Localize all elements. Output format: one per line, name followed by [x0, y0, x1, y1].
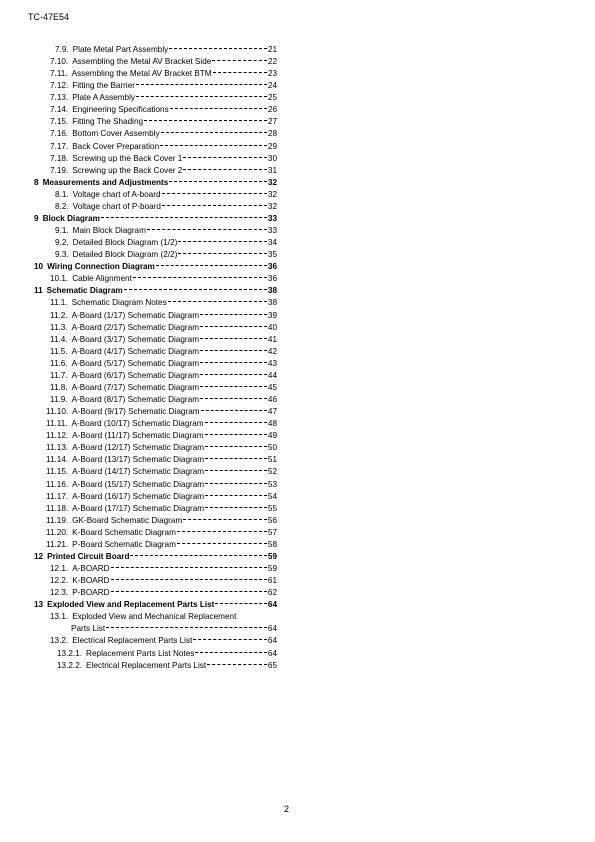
- toc-dot-leader: [147, 229, 267, 230]
- toc-entry-title: A-Board (13/17) Schematic Diagram: [72, 455, 205, 465]
- toc-entry[interactable]: [55, 249, 277, 261]
- toc-entry[interactable]: [46, 466, 277, 478]
- toc-entry-title: Wiring Connection Diagram: [47, 262, 155, 272]
- toc-entry[interactable]: [46, 418, 277, 430]
- toc-entry-title: A-Board (2/17) Schematic Diagram: [71, 322, 200, 332]
- toc-entry[interactable]: [34, 261, 277, 273]
- toc-entry[interactable]: [34, 285, 277, 297]
- toc-entry-number: 11.4.: [50, 334, 68, 344]
- toc-dot-leader: [200, 314, 267, 315]
- toc-entry-page: 41: [267, 334, 277, 344]
- toc-dot-leader: [205, 434, 267, 435]
- toc-entry-number: 11.12.: [46, 431, 69, 441]
- toc-entry-number: 7.19.: [50, 165, 69, 175]
- toc-entry-page: 56: [267, 515, 277, 525]
- toc-dot-leader: [200, 386, 267, 387]
- toc-dot-leader: [156, 265, 267, 266]
- toc-entry-title: A-Board (3/17) Schematic Diagram: [71, 334, 200, 344]
- toc-entry-number: 9: [34, 213, 39, 223]
- toc-dot-leader: [177, 543, 267, 544]
- toc-entry-page: 64: [267, 624, 277, 634]
- toc-entry-number: 7.16.: [50, 129, 69, 139]
- toc-entry-title: A-Board (8/17) Schematic Diagram: [71, 395, 200, 405]
- toc-entry-title: Bottom Cover Assembly: [72, 129, 160, 139]
- toc-entry-number: 11.18.: [46, 503, 69, 513]
- toc-entry[interactable]: [50, 68, 277, 80]
- toc-entry[interactable]: [46, 503, 277, 515]
- toc-entry[interactable]: [46, 430, 277, 442]
- toc-entry-page: 36: [267, 274, 277, 284]
- toc-entry-title: Main Block Diagram: [72, 226, 146, 236]
- toc-dot-leader: [169, 48, 267, 49]
- toc-entry-number: 10: [34, 262, 44, 272]
- toc-dot-leader: [161, 132, 267, 133]
- toc-entry-page: 50: [267, 443, 277, 453]
- toc-entry-page: 35: [267, 250, 277, 260]
- toc-entry[interactable]: [50, 563, 277, 575]
- toc-entry-title: Fitting the Barrier: [72, 81, 136, 91]
- toc-entry-number: 11.2.: [50, 310, 68, 320]
- toc-entry-page: 21: [267, 45, 277, 54]
- toc-entry[interactable]: [50, 370, 277, 382]
- toc-dot-leader: [170, 108, 267, 109]
- toc-entry[interactable]: [34, 551, 277, 563]
- toc-entry-title: A-Board (6/17) Schematic Diagram: [71, 370, 200, 380]
- toc-entry-title: Exploded View and Replacement Parts List: [47, 600, 215, 610]
- toc-entry-number: 13.2.2.: [57, 660, 83, 670]
- toc-entry-page: 55: [267, 503, 277, 513]
- toc-entry-page: 53: [267, 479, 277, 489]
- toc-entry[interactable]: [50, 128, 277, 140]
- toc-entry[interactable]: [46, 515, 277, 527]
- toc-dot-leader: [213, 72, 267, 73]
- toc-entry-title: Detailed Block Diagram (2/2): [72, 250, 178, 260]
- toc-entry-page: 24: [267, 81, 277, 91]
- toc-entry[interactable]: [34, 213, 277, 225]
- toc-entry-page: 45: [267, 382, 277, 392]
- toc-entry[interactable]: [50, 141, 277, 153]
- toc-entry-number: 11.10.: [46, 407, 69, 417]
- toc-entry-number: 13.2.: [50, 636, 69, 646]
- toc-entry-title: Schematic Diagram Notes: [71, 298, 167, 308]
- toc-entry[interactable]: [57, 648, 277, 660]
- toc-entry-number: 11.9.: [50, 395, 68, 405]
- page-header-model: TC-47E54: [28, 12, 70, 22]
- toc-dot-leader: [212, 60, 267, 61]
- toc-entry-title: Printed Circuit Board: [47, 551, 130, 561]
- toc-entry-number: 8.2.: [55, 201, 69, 211]
- toc-entry-number: 11.17.: [46, 491, 69, 501]
- toc-entry-title: Schematic Diagram: [46, 286, 123, 296]
- toc-entry-number: 9.1.: [55, 226, 69, 236]
- toc-entry-number: 7.10.: [50, 57, 69, 67]
- toc-entry-page: 61: [267, 576, 277, 586]
- toc-entry-number: 12.1.: [50, 564, 69, 573]
- toc-dot-leader: [111, 579, 267, 580]
- toc-entry-number: 11.3.: [50, 322, 68, 332]
- toc-entry[interactable]: [34, 599, 277, 611]
- toc-entry[interactable]: [50, 116, 277, 128]
- toc-entry-title: Fitting The Shading: [72, 117, 144, 127]
- toc-entry-page: 49: [267, 431, 277, 441]
- toc-entry[interactable]: [50, 56, 277, 68]
- toc-dot-leader: [200, 326, 267, 327]
- toc-entry-page: 28: [267, 129, 277, 139]
- toc-entry-title: Replacement Parts List Notes: [86, 648, 195, 658]
- toc-dot-leader: [205, 470, 267, 471]
- toc-entry-number: 7.15.: [50, 117, 69, 127]
- toc-entry-page: 34: [267, 238, 277, 248]
- toc-entry-number: 11: [34, 286, 43, 296]
- toc-dot-leader: [195, 652, 267, 653]
- toc-entry-page: 38: [267, 286, 277, 296]
- toc-entry-title: P-Board Schematic Diagram: [72, 539, 176, 549]
- toc-entry-number: 7.9.: [55, 45, 69, 54]
- toc-entry-page: 30: [267, 153, 277, 163]
- toc-entry-number: 11.16.: [46, 479, 69, 489]
- toc-entry-number: 9.3.: [55, 250, 69, 260]
- toc-dot-leader: [205, 446, 267, 447]
- toc-entry-number: 11.8.: [50, 382, 68, 392]
- toc-entry-number: 13.2.1.: [57, 648, 83, 658]
- toc-dot-leader: [183, 157, 267, 158]
- toc-entry-title: Assembling the Metal AV Bracket BTM: [71, 69, 212, 79]
- toc-entry-page: 48: [267, 419, 277, 429]
- toc-entry-number: 11.1.: [50, 298, 68, 308]
- toc-entry-title: Assembling the Metal AV Bracket Side: [72, 57, 212, 67]
- toc-entry-page: 64: [267, 648, 277, 658]
- toc-entry-page: 39: [267, 310, 277, 320]
- toc-entry[interactable]: [46, 442, 277, 454]
- toc-dot-leader: [144, 120, 267, 121]
- toc-entry-number: 7.12.: [50, 81, 69, 91]
- toc-entry-page: 26: [267, 105, 277, 115]
- toc-entry[interactable]: [50, 153, 277, 165]
- toc-entry-title: A-Board (17/17) Schematic Diagram: [72, 503, 205, 513]
- toc-dot-leader: [168, 301, 267, 302]
- toc-dot-leader: [178, 253, 267, 254]
- toc-entry-number: 9.2.: [55, 238, 69, 248]
- toc-entry-page: 54: [267, 491, 277, 501]
- toc-entry-number: 8.1.: [55, 189, 69, 199]
- toc-dot-leader: [205, 483, 267, 484]
- toc-entry-title: P-BOARD: [72, 588, 110, 598]
- toc-entry-page: 52: [267, 467, 277, 477]
- toc-entry-title: A-Board (15/17) Schematic Diagram: [72, 479, 205, 489]
- toc-entry[interactable]: [46, 406, 277, 418]
- toc-dot-leader: [183, 519, 267, 520]
- toc-entry-page: 57: [267, 527, 277, 537]
- toc-entry-page: 51: [267, 455, 277, 465]
- toc-entry-number: 11.7.: [50, 370, 68, 380]
- toc-dot-leader: [101, 217, 267, 218]
- toc-dot-leader: [130, 555, 266, 556]
- toc-entry-number: 11.13.: [46, 443, 69, 453]
- toc-entry-title: A-Board (5/17) Schematic Diagram: [71, 358, 200, 368]
- toc-entry-title: A-Board (1/17) Schematic Diagram: [71, 310, 200, 320]
- toc-entry-title: K-BOARD: [72, 576, 110, 586]
- toc-dot-leader: [200, 398, 267, 399]
- toc-entry[interactable]: [46, 527, 277, 539]
- toc-entry-page: 29: [267, 141, 277, 151]
- toc-entry-title: Voltage chart of P-board: [72, 201, 161, 211]
- toc-entry-number: 7.17.: [50, 141, 69, 151]
- toc-entry-page: 58: [267, 539, 277, 549]
- toc-entry-number: 11.20.: [46, 527, 69, 537]
- toc-entry-title: Electrical Replacement Parts List: [86, 660, 207, 670]
- toc-dot-leader: [177, 531, 267, 532]
- toc-entry-title: Engineering Specifications: [72, 105, 169, 115]
- toc-entry-number: 12.3.: [50, 588, 69, 598]
- toc-dot-leader: [136, 84, 267, 85]
- toc-entry-page: 42: [267, 346, 277, 356]
- toc-entry-page: 32: [267, 201, 277, 211]
- toc-dot-leader: [200, 350, 267, 351]
- toc-entry-number: 10.1.: [50, 274, 69, 284]
- toc-entry[interactable]: [55, 225, 277, 237]
- toc-dot-leader: [136, 96, 267, 97]
- toc-dot-leader: [205, 495, 267, 496]
- toc-dot-leader: [215, 603, 266, 604]
- toc-dot-leader: [205, 507, 267, 508]
- toc-entry[interactable]: [46, 539, 277, 551]
- toc-entry-page: 64: [267, 636, 277, 646]
- toc-dot-leader: [162, 193, 267, 194]
- toc-dot-leader: [162, 205, 267, 206]
- toc-entry-number: 11.21.: [46, 539, 69, 549]
- toc-entry-number: 12: [34, 551, 44, 561]
- toc-entry-title: Voltage chart of A-board: [72, 189, 161, 199]
- toc-dot-leader: [205, 458, 267, 459]
- toc-entry[interactable]: [50, 165, 277, 177]
- toc-entry-title: Screwing up the Back Cover 2: [72, 165, 183, 175]
- toc-dot-leader: [106, 627, 267, 628]
- toc-entry[interactable]: [50, 310, 277, 322]
- toc-dot-leader: [183, 169, 267, 170]
- toc-entry-number: 11.6.: [50, 358, 68, 368]
- toc-entry-number: 7.13.: [50, 93, 69, 103]
- toc-entry-title: A-Board (16/17) Schematic Diagram: [72, 491, 205, 501]
- toc-entry-title: A-Board (9/17) Schematic Diagram: [72, 407, 200, 417]
- toc-entry-page: 43: [267, 358, 277, 368]
- toc-entry[interactable]: [50, 104, 277, 116]
- toc-dot-leader: [200, 374, 267, 375]
- toc-entry[interactable]: [57, 660, 277, 672]
- toc-entry[interactable]: [55, 44, 277, 56]
- toc-entry-title: A-Board (14/17) Schematic Diagram: [72, 467, 205, 477]
- toc-entry-title: Detailed Block Diagram (1/2): [72, 238, 178, 248]
- toc-dot-leader: [160, 145, 267, 146]
- toc-entry-title: A-Board (4/17) Schematic Diagram: [71, 346, 200, 356]
- toc-entry-page: 36: [267, 262, 277, 272]
- toc-entry[interactable]: [50, 635, 277, 647]
- toc-entry-page: 33: [267, 213, 277, 223]
- toc-entry-title: A-Board (11/17) Schematic Diagram: [72, 431, 204, 441]
- toc-entry[interactable]: [50, 611, 277, 623]
- toc-entry[interactable]: [55, 237, 277, 249]
- toc-entry[interactable]: [46, 454, 277, 466]
- toc-dot-leader: [133, 277, 267, 278]
- toc-entry-title: Electrical Replacement Parts List: [72, 636, 193, 646]
- toc-entry-number: 11.15.: [46, 467, 69, 477]
- toc-entry-page: 32: [267, 189, 277, 199]
- toc-dot-leader: [111, 591, 267, 592]
- toc-entry-number: 11.19.: [46, 515, 69, 525]
- toc-entry[interactable]: [50, 92, 277, 104]
- toc-dot-leader: [207, 664, 267, 665]
- toc-dot-leader: [178, 241, 267, 242]
- toc-entry-page: 59: [267, 564, 277, 573]
- toc-dot-leader: [200, 338, 267, 339]
- toc-entry[interactable]: [50, 334, 277, 346]
- toc-entry-number: 11.14.: [46, 455, 69, 465]
- toc-entry[interactable]: [50, 587, 277, 599]
- toc-entry[interactable]: [50, 80, 277, 92]
- toc-dot-leader: [169, 181, 267, 182]
- toc-entry-page: 46: [267, 395, 277, 405]
- toc-entry-title: Screwing up the Back Cover 1: [72, 153, 183, 163]
- toc-dot-leader: [200, 362, 267, 363]
- toc-entry-title: Measurements and Adjustments: [42, 177, 169, 187]
- toc-entry-number: 13: [34, 600, 44, 610]
- toc-entry-page: 25: [267, 93, 277, 103]
- toc-entry-title: Back Cover Preparation: [72, 141, 160, 151]
- toc-entry-page: 23: [267, 69, 277, 79]
- toc-entry[interactable]: [71, 623, 277, 635]
- toc-entry-title: Cable Alignment: [72, 274, 132, 284]
- toc-entry-title: Parts List: [71, 624, 106, 634]
- toc-entry-page: 40: [267, 322, 277, 332]
- toc-entry[interactable]: [46, 491, 277, 503]
- toc-entry[interactable]: [50, 394, 277, 406]
- toc-entry-number: 7.18.: [50, 153, 69, 163]
- toc-entry-page: 22: [267, 57, 277, 67]
- toc-dot-leader: [205, 422, 267, 423]
- toc-dot-leader: [111, 567, 267, 568]
- toc-dot-leader: [201, 410, 267, 411]
- toc-entry-page: 64: [267, 600, 277, 610]
- toc-entry-title: K-Board Schematic Diagram: [72, 527, 176, 537]
- toc-entry-page: 65: [267, 660, 277, 670]
- toc-entry-page: 47: [267, 407, 277, 417]
- toc-entry-page: 33: [267, 226, 277, 236]
- toc-entry-title: Exploded View and Mechanical Replacement: [72, 612, 237, 622]
- toc-entry-number: 7.14.: [50, 105, 69, 115]
- toc-entry[interactable]: [55, 201, 277, 213]
- toc-entry-title: A-BOARD: [72, 564, 110, 573]
- toc-entry-number: 11.11.: [46, 419, 68, 429]
- toc-entry[interactable]: [50, 346, 277, 358]
- toc-entry[interactable]: [50, 297, 277, 309]
- toc-entry-title: A-Board (7/17) Schematic Diagram: [71, 382, 200, 392]
- toc-entry[interactable]: [50, 273, 277, 285]
- toc-entry-page: 44: [267, 370, 277, 380]
- toc-entry[interactable]: [55, 189, 277, 201]
- toc-entry-title: GK-Board Schematic Diagram: [72, 515, 183, 525]
- toc-entry-title: A-Board (10/17) Schematic Diagram: [71, 419, 204, 429]
- toc-entry-title: Block Diagram: [42, 213, 100, 223]
- page-number: 2: [284, 804, 290, 814]
- toc-entry[interactable]: [50, 322, 277, 334]
- toc-entry-number: 12.2.: [50, 576, 69, 586]
- toc-dot-leader: [193, 639, 267, 640]
- toc-entry-page: 31: [267, 165, 277, 175]
- toc-dot-leader: [124, 289, 267, 290]
- toc-entry-title: Plate Metal Part Assembly: [72, 45, 169, 54]
- toc-entry-number: 11.5.: [50, 346, 68, 356]
- toc-entry[interactable]: [46, 479, 277, 491]
- toc-entry-page: 62: [267, 588, 277, 598]
- toc-entry-page: 27: [267, 117, 277, 127]
- toc-entry-title: Plate A Assembly: [72, 93, 136, 103]
- toc-entry[interactable]: [34, 177, 277, 189]
- toc-entry-page: 59: [267, 551, 277, 561]
- toc-entry-title: A-Board (12/17) Schematic Diagram: [72, 443, 205, 453]
- toc-entry-number: 13.1.: [50, 612, 69, 622]
- toc-entry-page: 38: [267, 298, 277, 308]
- toc-entry-number: 8: [34, 177, 39, 187]
- toc-entry[interactable]: [50, 358, 277, 370]
- toc-entry[interactable]: [50, 382, 277, 394]
- toc-entry-number: 7.11.: [50, 69, 68, 79]
- toc-entry-page: 32: [267, 177, 277, 187]
- toc-entry[interactable]: [50, 575, 277, 587]
